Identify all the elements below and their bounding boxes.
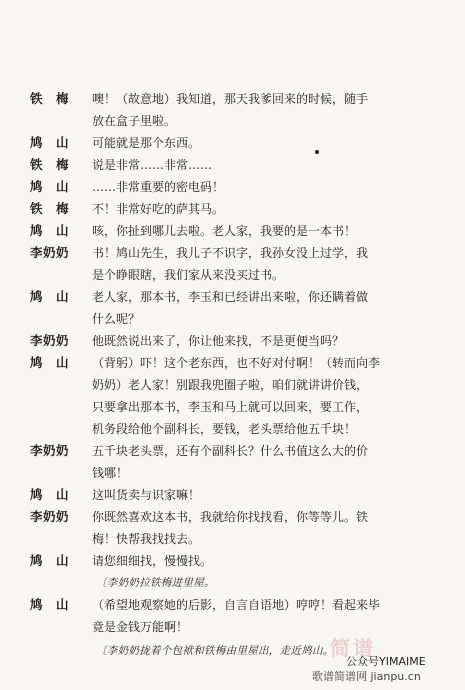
dialogue-text: 书！鸠山先生，我儿子不识字，我孙女没上过学，我 xyxy=(92,246,369,260)
dialogue-line xyxy=(0,132,465,154)
speaker-name: 鸠 山 xyxy=(30,597,70,612)
dialogue-text: 不！非常好吃的萨其马。 xyxy=(92,202,225,216)
dialogue-text: 这叫货卖与识家嘛！ xyxy=(92,488,201,502)
dialogue-text: 老人家，那本书，李玉和已经讲出来啦，你还瞒着做 xyxy=(92,290,369,304)
dialogue-line xyxy=(0,440,465,462)
speaker-name: 铁 梅 xyxy=(30,157,70,172)
dialogue-text: 奶奶）老人家！别跟我兜圈子啦，咱们就讲讲价钱， xyxy=(92,378,369,392)
dialogue-text: ……非常重要的密电码！ xyxy=(92,180,225,194)
dialogue-line xyxy=(0,286,465,308)
dialogue-line xyxy=(0,110,465,132)
dialogue-text: 五千块老头票，还有个副科长？什么书值这么大的价 xyxy=(92,444,369,458)
watermark-account: 公众号YIMAIME xyxy=(346,655,426,668)
dialogue-line xyxy=(0,462,465,484)
stage-direction-text: 〔李奶奶拢着个包袱和铁梅由里屋出，走近鸠山。 xyxy=(96,645,334,657)
dialogue-line xyxy=(0,506,465,528)
dialogue-line xyxy=(0,374,465,396)
speaker-name: 鸠 山 xyxy=(30,487,70,502)
dialogue-line xyxy=(0,528,465,550)
ink-speck xyxy=(315,150,319,154)
stage-direction xyxy=(0,572,465,594)
speaker-name: 李奶奶 xyxy=(30,333,70,348)
speaker-name: 铁 梅 xyxy=(30,91,70,106)
dialogue-line xyxy=(0,88,465,110)
dialogue-text: 只要拿出那本书，李玉和马上就可以回来，要工作， xyxy=(92,400,369,414)
speaker-name: 鸠 山 xyxy=(30,223,70,238)
dialogue-text: 你既然喜欢这本书，我就给你找找看，你等等儿。铁 xyxy=(92,510,369,524)
speaker-name: 鸠 山 xyxy=(30,553,70,568)
dialogue-line xyxy=(0,330,465,352)
dialogue-text: 说是非常……非常…… xyxy=(92,158,213,172)
dialogue-text: 钱哪！ xyxy=(92,466,129,480)
dialogue-text: 是个睁眼瞎，我们家从来没买过书。 xyxy=(92,268,285,282)
dialogue-text: 他既然说出来了，你让他来找，不是更便当吗？ xyxy=(92,334,345,348)
dialogue-line xyxy=(0,154,465,176)
dialogue-text: 什么呢？ xyxy=(92,312,141,326)
dialogue-line xyxy=(0,594,465,616)
dialogue-line xyxy=(0,264,465,286)
dialogue-text: 梅！快帮我找找去。 xyxy=(92,532,201,546)
dialogue-line xyxy=(0,550,465,572)
watermark-site: 歌谱简谱网 jianpu.cn xyxy=(312,670,421,683)
watermark-brand: 简谱 xyxy=(330,636,376,660)
dialogue-text: 竟是金钱万能啊！ xyxy=(92,620,189,634)
dialogue-line xyxy=(0,176,465,198)
speaker-name: 铁 梅 xyxy=(30,201,70,216)
dialogue-text: 请您细细找，慢慢找。 xyxy=(92,554,213,568)
dialogue-line xyxy=(0,242,465,264)
dialogue-text: 可能就是那个东西。 xyxy=(92,136,201,150)
dialogue-text: 噢！（故意地）我知道，那天我爹回来的时候，随手 xyxy=(92,92,369,106)
dialogue-text: （背躬）吓！这个老东西，也不好对付啊！（转而向李 xyxy=(92,356,381,370)
dialogue-line xyxy=(0,198,465,220)
dialogue-text: （希望地观察她的后影，自言自语地）哼哼！看起来毕 xyxy=(92,598,381,612)
speaker-name: 李奶奶 xyxy=(30,443,70,458)
dialogue-line xyxy=(0,616,465,638)
dialogue-text: 咳，你扯到哪儿去啦。老人家，我要的是一本书！ xyxy=(92,224,357,238)
dialogue-line xyxy=(0,308,465,330)
speaker-name: 鸠 山 xyxy=(30,355,70,370)
dialogue-line xyxy=(0,396,465,418)
speaker-name: 鸠 山 xyxy=(30,289,70,304)
dialogue-line xyxy=(0,220,465,242)
speaker-name: 鸠 山 xyxy=(30,179,70,194)
speaker-name: 李奶奶 xyxy=(30,509,70,524)
stage-direction-text: 〔李奶奶拉铁梅进里屋。 xyxy=(96,577,215,589)
speaker-name: 李奶奶 xyxy=(30,245,70,260)
dialogue-text: 机务段给他个副科长，要钱，老头票给他五千块！ xyxy=(92,422,357,436)
speaker-name: 鸠 山 xyxy=(30,135,70,150)
dialogue-line xyxy=(0,484,465,506)
dialogue-line xyxy=(0,352,465,374)
dialogue-text: 放在盒子里啦。 xyxy=(92,114,177,128)
dialogue-line xyxy=(0,418,465,440)
